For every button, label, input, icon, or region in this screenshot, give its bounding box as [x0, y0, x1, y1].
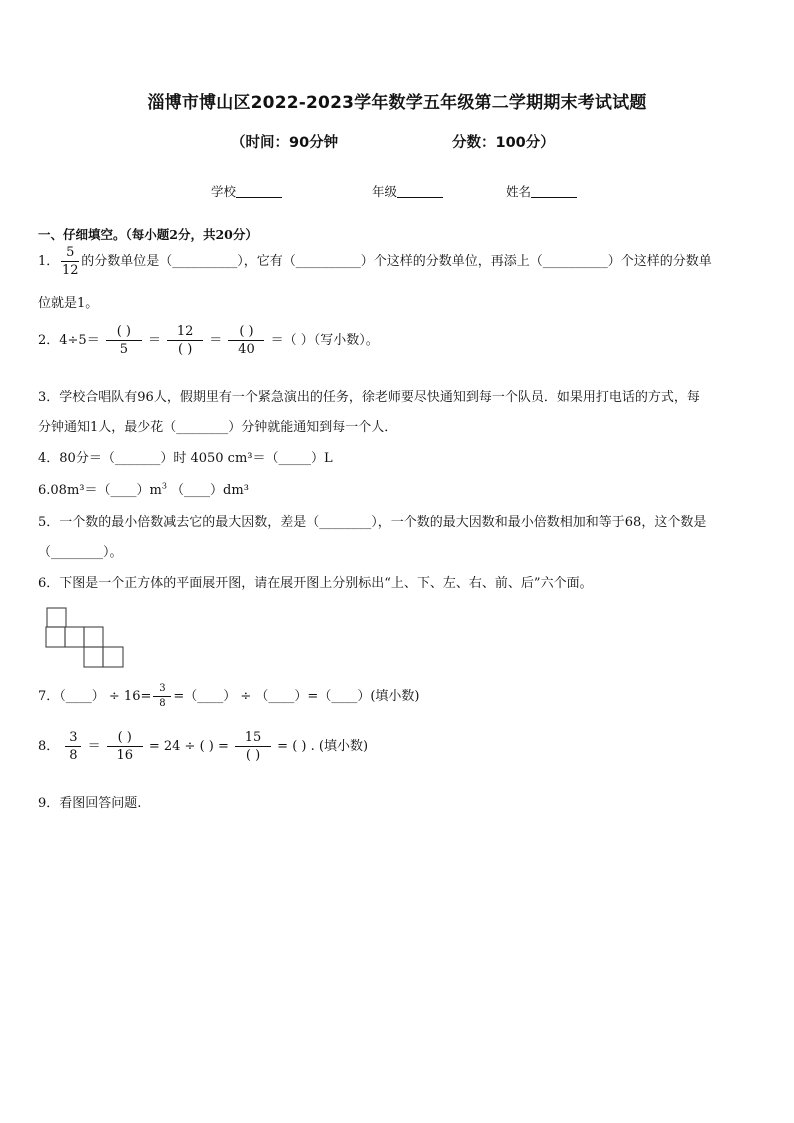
fraction-denominator[interactable]: ( ) [245, 748, 261, 763]
grade-field [372, 182, 443, 200]
question-text: = ( ) . (填小数) [277, 739, 369, 754]
question-text: ＝（ ）（写小数）。 [270, 333, 379, 348]
school-blank[interactable] [236, 185, 282, 198]
question-3-line-2: 分钟通知1人，最少花（________）分钟就能通知到每一个人． [38, 420, 398, 435]
cube-net-diagram[interactable] [45, 607, 127, 669]
net-square[interactable] [84, 647, 103, 667]
fraction-denominator: 40 [238, 342, 255, 357]
fraction-denominator: 16 [116, 748, 133, 763]
question-1-line-1 [38, 246, 712, 277]
fraction [153, 684, 171, 709]
fraction-denominator: 12 [62, 263, 79, 278]
school-field [211, 182, 282, 200]
question-5-line-2: （________）。 [38, 545, 123, 560]
equals-sign: ＝ [209, 333, 223, 348]
exam-score: 分数：100分） [452, 135, 555, 151]
question-3-line-1: 3．学校合唱队有96人，假期里有一个紧急演出的任务，徐老师要尽快通知到每一个队员．如果用打电话的方式，每 [38, 390, 700, 405]
question-text: = 24 ÷ ( ) = [148, 739, 229, 754]
net-square[interactable] [47, 608, 66, 627]
question-number: 8． [38, 739, 60, 754]
page-title: 淄博市博山区2022-2023学年数学五年级第二学期期末考试试题 [147, 93, 647, 113]
fraction [61, 246, 79, 277]
cube-superscript: 3 [161, 481, 167, 491]
fraction-numerator[interactable]: ( ) [107, 731, 143, 747]
question-text: 7．（____） ÷ 16= [38, 689, 152, 704]
fraction-numerator[interactable]: ( ) [106, 325, 142, 341]
question-8 [38, 731, 368, 762]
question-text: 6.08m³＝（____）m [38, 483, 162, 498]
fraction [107, 731, 143, 762]
grade-blank[interactable] [397, 185, 443, 198]
fraction [65, 731, 81, 762]
question-text: 的分数单位是（__________），它有（__________）个这样的分数单位，再添上（__________）个这样的分数单 [81, 254, 712, 269]
question-7 [38, 684, 419, 709]
net-square[interactable] [103, 647, 123, 667]
question-text: 2．4÷5＝ [38, 333, 100, 348]
question-5-line-1: 5．一个数的最小倍数减去它的最大因数，差是（________），一个数的最大因数和最小倍数相加和等于68，这个数是 [38, 515, 707, 530]
fraction [235, 731, 271, 762]
question-1-line-2: 位就是1。 [38, 296, 99, 311]
fraction-numerator[interactable]: ( ) [228, 325, 264, 341]
net-square[interactable] [84, 627, 103, 647]
question-2 [38, 325, 379, 356]
equals-sign: ＝ [87, 739, 101, 754]
question-9: 9．看图回答问题. [38, 796, 142, 811]
school-label: 学校 [211, 184, 237, 199]
fraction [106, 325, 142, 356]
fraction-denominator[interactable]: ( ) [178, 342, 193, 357]
fraction-denominator: 8 [69, 748, 78, 763]
name-field [506, 182, 577, 200]
fraction-denominator: 8 [159, 698, 166, 709]
question-4-line-1: 4．80分＝（_______）时 4050 cm³＝（_____）L [38, 451, 333, 466]
fraction [167, 325, 203, 356]
fraction-denominator: 5 [119, 342, 128, 357]
net-square[interactable] [65, 627, 84, 647]
question-number: 1． [38, 254, 60, 269]
fraction [228, 325, 264, 356]
name-label: 姓名 [506, 184, 532, 199]
question-6: 6．下图是一个正方体的平面展开图，请在展开图上分别标出“上、下、左、右、前、后”六个面。 [38, 576, 593, 591]
exam-time: （时间：90分钟 [231, 135, 339, 151]
fraction-numerator: 12 [167, 325, 203, 341]
grade-label: 年级 [372, 184, 398, 199]
net-square[interactable] [46, 627, 65, 647]
question-text: （____）dm³ [171, 483, 249, 498]
name-blank[interactable] [531, 185, 577, 198]
question-4-line-2 [38, 479, 249, 498]
fraction-numerator: 3 [153, 684, 171, 697]
fraction-numerator: 3 [65, 731, 81, 747]
fraction-numerator: 15 [235, 731, 271, 747]
fraction-numerator: 5 [61, 246, 79, 262]
question-text: =（____） ÷ （____）=（____）(填小数) [173, 689, 420, 704]
section-heading: 一、仔细填空。（每小题2分，共20分） [38, 227, 258, 242]
equals-sign: ＝ [148, 333, 162, 348]
